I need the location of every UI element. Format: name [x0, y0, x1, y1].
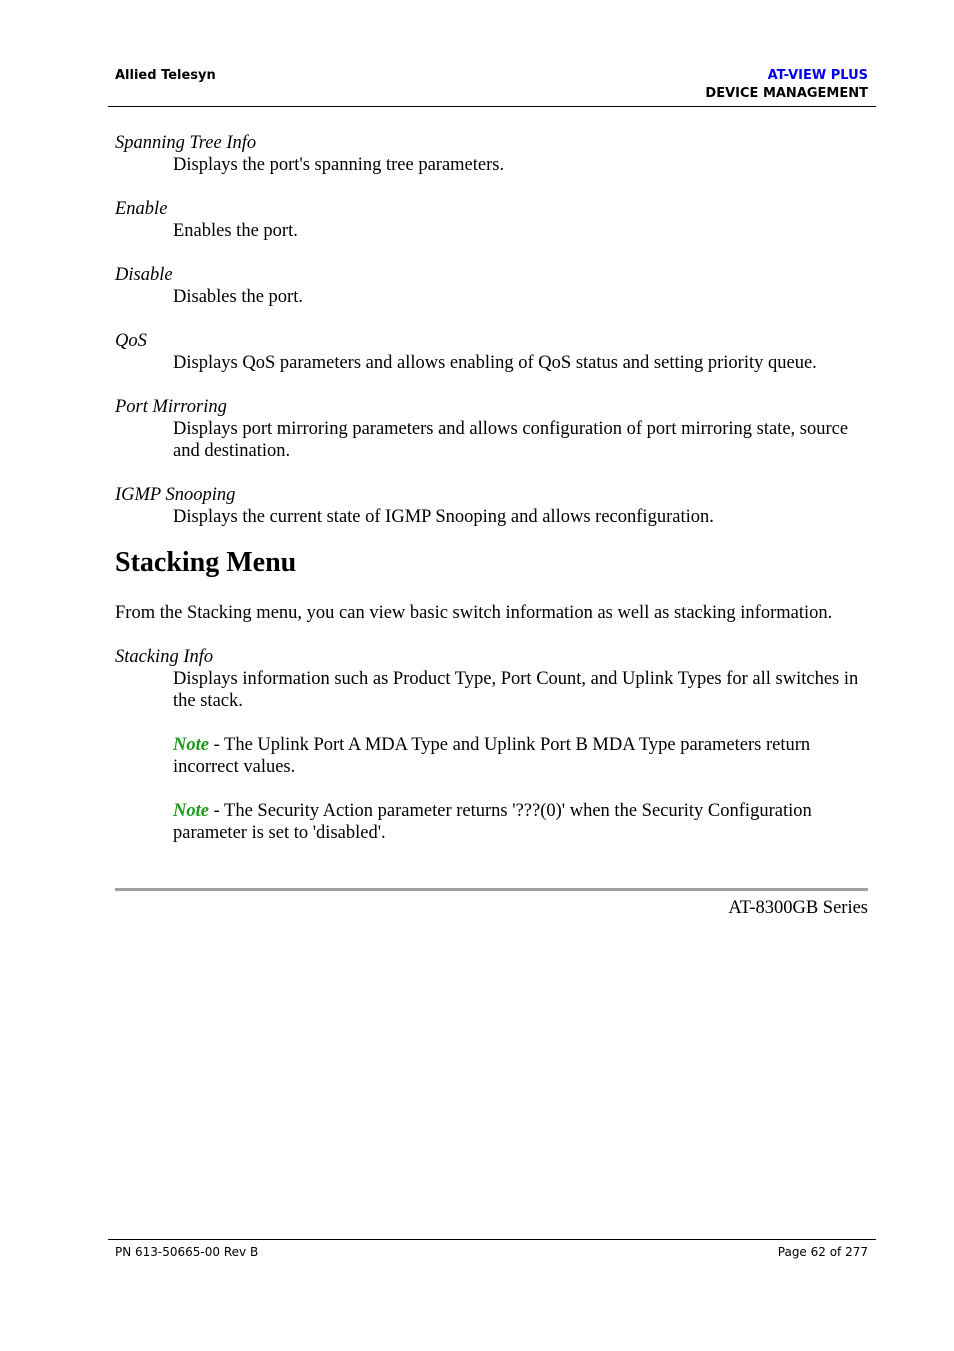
- term-label: Enable: [115, 199, 168, 219]
- header-product: AT-VIEW PLUS: [767, 68, 868, 83]
- term-description: Displays the current state of IGMP Snooping and allows reconfiguration.: [173, 507, 714, 527]
- note-label: Note: [173, 735, 209, 755]
- note-label: Note: [173, 801, 209, 821]
- definition-item: [115, 396, 870, 462]
- term-label: IGMP Snooping: [115, 485, 236, 505]
- note-text: - The Security Action parameter returns '???(0)' when the Security Configuration parameter is set to 'disabled'.: [173, 801, 812, 843]
- footer-part-number: PN 613-50665-00 Rev B: [115, 1245, 259, 1259]
- definition-item: [115, 330, 870, 374]
- term-description: Enables the port.: [173, 221, 298, 241]
- note-paragraph: [173, 734, 870, 778]
- header-divider: [108, 106, 876, 107]
- term-description: Displays QoS parameters and allows enabling of QoS status and setting priority queue.: [173, 353, 817, 373]
- series-label: AT-8300GB Series: [728, 898, 868, 918]
- term-label: Spanning Tree Info: [115, 133, 257, 153]
- term-label: Disable: [115, 265, 173, 285]
- definition-item: [115, 264, 870, 308]
- definition-item: [115, 484, 870, 528]
- definition-item: [115, 132, 870, 176]
- term-description: Displays the port's spanning tree parameters.: [173, 155, 505, 175]
- note-text: - The Uplink Port A MDA Type and Uplink Port B MDA Type parameters return incorrect values.: [173, 735, 811, 777]
- note-paragraph: [173, 800, 870, 844]
- term-description: Displays information such as Product Type, Port Count, and Uplink Types for all switches in the stack.: [173, 669, 859, 711]
- header-company: Allied Telesyn: [115, 68, 216, 83]
- header-section: DEVICE MANAGEMENT: [705, 86, 868, 101]
- section-divider: [115, 888, 868, 891]
- section-intro: From the Stacking menu, you can view basic switch information as well as stacking information.: [115, 603, 833, 623]
- term-label: Port Mirroring: [115, 397, 227, 417]
- page-content: [115, 132, 870, 844]
- definition-item: [115, 198, 870, 242]
- term-label: QoS: [115, 331, 147, 351]
- term-description: Disables the port.: [173, 287, 303, 307]
- footer-page-number: Page 62 of 277: [777, 1245, 868, 1259]
- definition-item: [115, 646, 870, 844]
- term-description: Displays port mirroring parameters and allows configuration of port mirroring state, source and destination.: [173, 419, 849, 461]
- section-heading: Stacking Menu: [115, 547, 297, 578]
- term-label: Stacking Info: [115, 647, 214, 667]
- footer-divider: [108, 1239, 876, 1240]
